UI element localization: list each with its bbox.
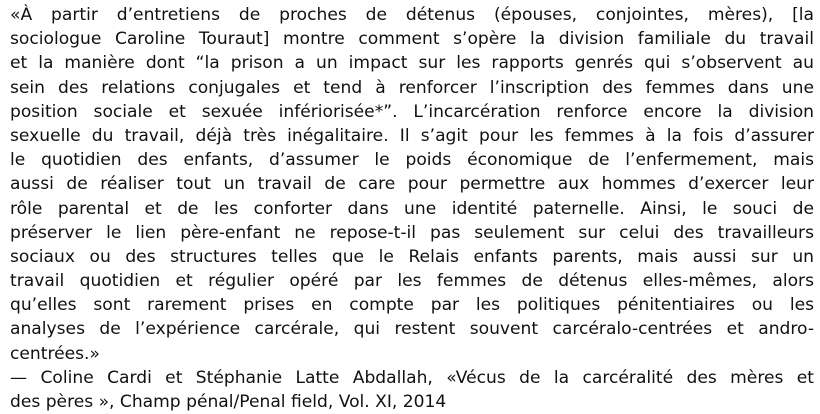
quote-line: et la manière dont “la prison a un impact sur les rapports genrés qui s’observent au	[10, 53, 814, 74]
attribution-line: — Coline Cardi et Stéphanie Latte Abdallah, «Vécus de la carcéralité des mères et	[10, 367, 814, 388]
quote-line: sociologue Caroline Touraut] montre comment s’opère la division familiale du travail	[10, 29, 814, 50]
quote-text-block	[10, 3, 814, 414]
quote-line: position sociale et sexuée infériorisée*”. L’incarcération renforce encore la division	[10, 101, 814, 122]
attribution-line: des pères », Champ pénal/Penal field, Vol. XI, 2014	[10, 392, 447, 412]
quote-line: analyses de l’expérience carcérale, qui restent souvent carcéralo-centrées et andro-	[10, 319, 814, 340]
quote-line: rôle parental et de les conforter dans une identité paternelle. Ainsi, le souci de	[10, 198, 814, 219]
quote-line: qu’elles sont rarement prises en compte par les politiques pénitentiaires ou les	[10, 295, 814, 316]
quote-line: sociaux ou des structures telles que le Relais enfants parents, mais aussi sur un	[10, 246, 814, 267]
quote-line: le quotidien des enfants, d’assumer le poids économique de l’enfermement, mais	[10, 150, 814, 171]
quote-line: sein des relations conjugales et tend à renforcer l’inscription des femmes dans une	[10, 77, 814, 98]
quote-line: préserver le lien père-enfant ne repose-t-il pas seulement sur celui des travailleurs	[10, 222, 814, 243]
quote-line: aussi de réaliser tout un travail de care pour permettre aux hommes d’exercer leur	[10, 174, 814, 195]
quote-line: «À partir d’entretiens de proches de détenus (épouses, conjointes, mères), [la	[10, 5, 814, 25]
quote-line: centrées.»	[10, 343, 100, 364]
quote-line: sexuelle du travail, déjà très inégalitaire. Il s’agit pour les femmes à la fois d’assurer	[10, 125, 814, 146]
quote-line: travail quotidien et régulier opéré par les femmes de détenus elles-mêmes, alors	[10, 271, 814, 292]
